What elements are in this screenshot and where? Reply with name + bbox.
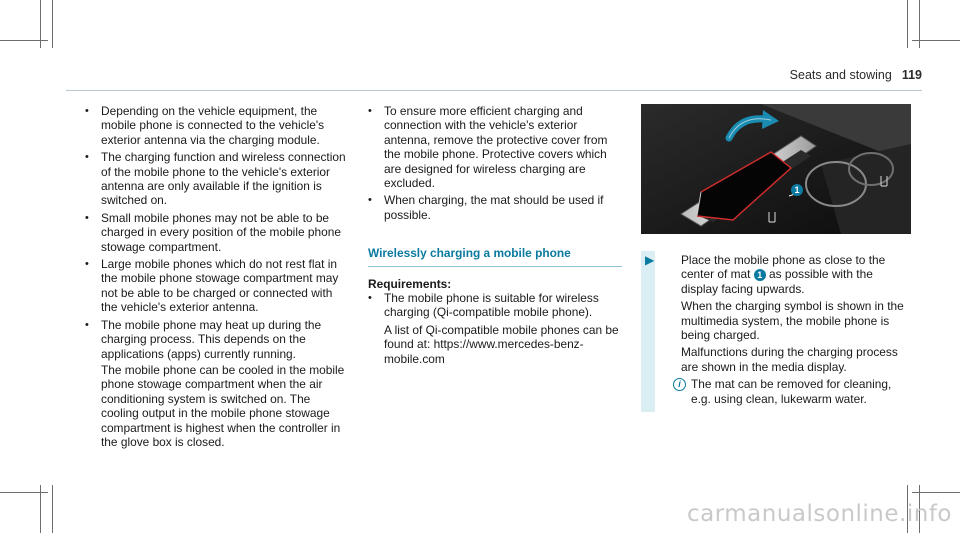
list-item: • The charging function and wireless connection of the mobile phone to the vehicle's exterior antenna are only available if the ignition is switched on. [85, 150, 347, 208]
step-text-start: Place the mobile phone as close to the center of mat [681, 253, 886, 282]
column-middle [368, 104, 622, 366]
step-malfunction: Malfunctions during the charging process are shown in the media display. [681, 345, 898, 374]
list-item [85, 318, 347, 450]
crop-mark [0, 40, 48, 41]
step-result: When the charging symbol is shown in the multimedia system, the mobile phone is being charged. [681, 299, 904, 343]
list-item: • To ensure more efficient charging and connection with the vehicle's exterior antenna, remove the protective cover from the mobile phone. Protective covers which are designed for wireless charging are excluded. [368, 104, 622, 190]
callout-badge: 1 [754, 269, 766, 281]
list-item: • When charging, the mat should be used if possible. [368, 193, 622, 222]
illustration-svg [641, 104, 911, 234]
list-item: • Small mobile phones may not be able to be charged in every position of the mobile phone stowage compartment. [85, 211, 347, 254]
list-item: • Large mobile phones which do not rest flat in the mobile phone stowage compartment may not be able to be charged or connected with the vehicle's exterior antenna. [85, 257, 347, 315]
crop-mark [907, 0, 908, 48]
watermark: carmanualsonline.info [686, 501, 952, 527]
bullet-list [368, 104, 622, 222]
step-arrow-icon: ▶ [645, 253, 655, 267]
header-rule [66, 90, 922, 91]
column-right [641, 104, 911, 412]
page-number: 119 [901, 68, 922, 82]
requirements-label: Requirements: [368, 276, 452, 291]
charging-mat-illustration [641, 104, 911, 234]
list-item: • Depending on the vehicle equipment, the mobile phone is connected to the vehicle's exterior antenna via the charging module. [85, 104, 347, 147]
info-icon: i [673, 378, 686, 391]
requirements-list [368, 291, 622, 320]
crop-mark [912, 492, 960, 493]
note-text: The mat can be removed for cleaning, e.g. using clean, lukewarm water. [691, 377, 892, 406]
crop-mark [52, 0, 53, 48]
note [665, 377, 911, 406]
instruction-step [641, 251, 911, 412]
list-item-text: The mobile phone may heat up during the charging process. This depends on the applications (apps) currently running. [101, 317, 322, 361]
list-item: • The mobile phone is suitable for wireless charging (Qi-compatible mobile phone). [368, 291, 622, 320]
column-left [85, 104, 347, 452]
crop-mark [52, 485, 53, 533]
callout-badge: 1 [791, 184, 803, 196]
bullet-list [85, 104, 347, 449]
requirement-extra: A list of Qi-compatible mobile phones can be found at: https://www.mercedes-benz-mobile.com [384, 322, 619, 366]
section-name: Seats and stowing [789, 68, 892, 82]
crop-mark [0, 492, 48, 493]
step-text-end: as possible with the display facing upwards. [681, 267, 873, 296]
section-title: Wirelessly charging a mobile phone [368, 246, 622, 266]
crop-mark [912, 40, 960, 41]
step-text [681, 253, 911, 296]
list-item-extra: The mobile phone can be cooled in the mobile phone stowage compartment when the air conditioning system is switched on. The cooling output in the mobile phone stowage compartment is highest when the controller in the glove box is closed. [101, 362, 345, 449]
page-header [790, 68, 922, 82]
